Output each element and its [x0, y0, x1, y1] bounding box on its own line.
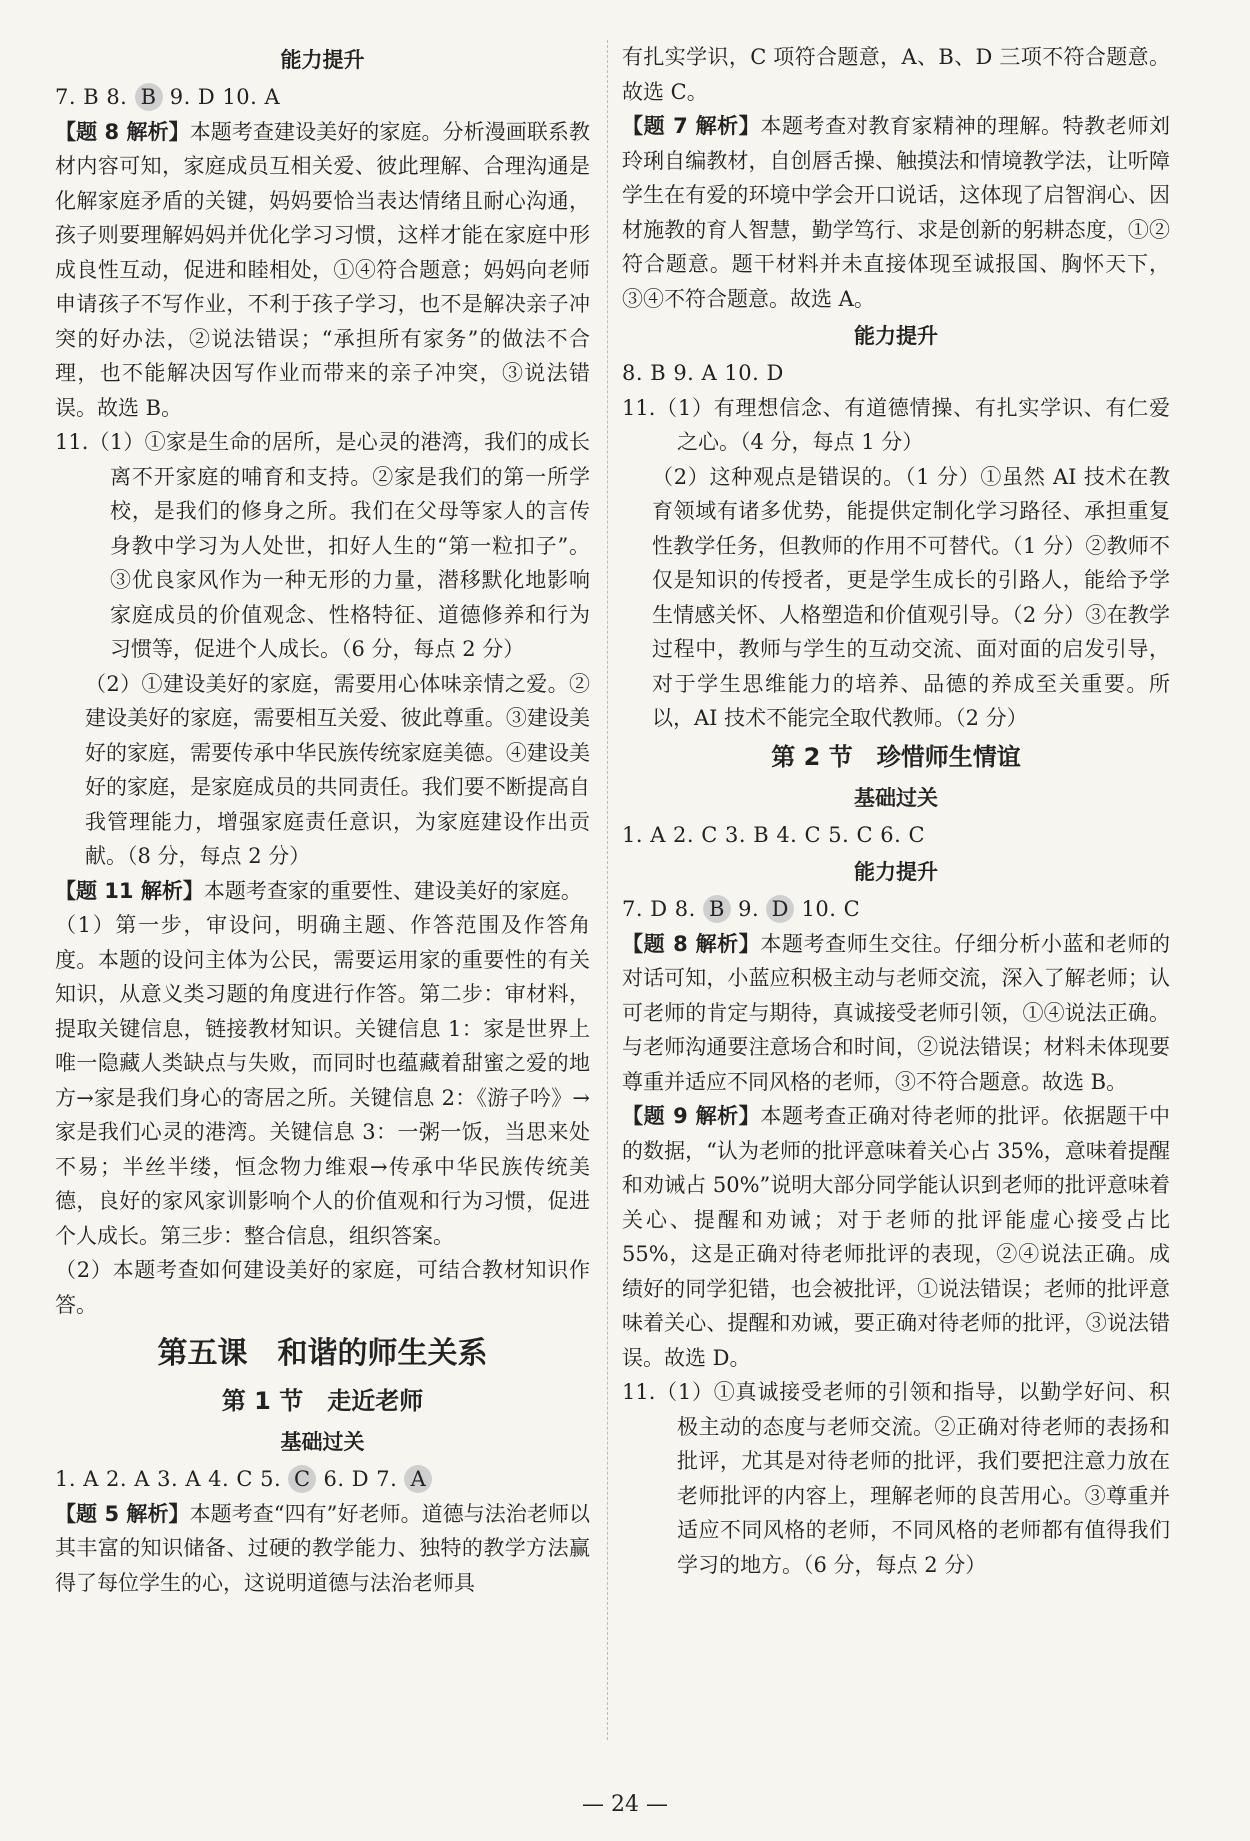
- answer-text: 10. C: [794, 897, 861, 921]
- answer-text: 1. A 2. A 3. A 4. C 5.: [55, 1467, 289, 1491]
- analysis-q7: [622, 109, 1170, 316]
- analysis-tag: 【题 9 解析】: [622, 1104, 761, 1128]
- analysis-tag: 【题 8 解析】: [55, 119, 190, 144]
- answer-line: [55, 80, 590, 115]
- analysis-q11-part2: （2）本题考查如何建设美好的家庭，可结合教材知识作答。: [55, 1258, 590, 1317]
- answer-q11-part2: （2）这种观点是错误的。（1 分）①虽然 AI 技术在教育领域有诸多优势，能提供定制化学习路径、承担重复性教学任务，但教师的作用不可替代。（1 分）②教师不仅是知识的传授者，更是学生成长的引路人，能给予学生情感关怀、人格塑造和价值观引导。（2 分）③在教学过程中，教师与学生的互动交流、面对面的启发引导，对于学生思维能力的培养、品德的养成至关重要。所以，AI 技术不能完全取代教师。（2 分）: [652, 464, 1170, 730]
- heading-ability: 能力提升: [854, 860, 938, 884]
- heading-ability: 能力提升: [280, 48, 365, 72]
- circled-answer: B: [703, 895, 731, 923]
- analysis-tag: 【题 8 解析】: [622, 931, 761, 956]
- circled-answer: A: [404, 1465, 432, 1493]
- answer-q11b: 11.（1）①真诚接受老师的引领和指导，以勤学好问、积极主动的态度与老师交流。②正确对待老师的表扬和批评，尤其是对待老师的批评，我们要把注意力放在老师批评的内容上，理解老师的良苦用心。③尊重并适应不同风格的老师，不同风格的老师都有值得我们学习的地方。（6 分，每点 2 分）: [622, 1380, 1170, 1577]
- answer-text: 9. D 10. A: [162, 85, 281, 109]
- analysis-text: 本题考查建设美好的家庭。分析漫画联系教材内容可知，家庭成员互相关爱、彼此理解、合理沟通是化解家庭矛盾的关键，妈妈要恰当表达情绪且耐心沟通，孩子则要理解妈妈并优化学习习惯，这样才能在家庭中形成良性互动，促进和睦相处，①④符合题意；妈妈向老师申请孩子不写作业，不利于孩子学习，也不是解决亲子冲突的好办法，②说法错误；“承担所有家务”的做法不合理，也不能解决因写作业而带来的亲子冲突，③说法错误。故选 B。: [55, 119, 591, 420]
- heading-ability: 能力提升: [854, 324, 938, 348]
- lesson-title: 第五课 和谐的师生关系: [157, 1336, 488, 1371]
- answer-text: 6. D 7.: [316, 1467, 405, 1491]
- answer-q11-part1: 11.（1）①家是生命的居所，是心灵的港湾，我们的成长离不开家庭的哺育和支持。②家是我们的第一所学校，是我们的修身之所。我们在父母等家人的言传身教中学习为人处世，扣好人生的“第一粒扣子”。③优良家风作为一种无形的力量，潜移默化地影响家庭成员的价值观念、性格特征、道德修养和行为习惯等，促进个人成长。（6 分，每点 2 分）: [55, 430, 590, 661]
- answer-text: 7. D 8.: [622, 897, 703, 921]
- analysis-tag: 【题 7 解析】: [622, 114, 761, 138]
- analysis-text: 本题考查对教育家精神的理解。特教老师刘玲琍自编教材，自创唇舌操、触摸法和情境教学法，让听障学生在有爱的环境中学会开口说话，这体现了启智润心、因材施教的育人智慧，勤学笃行、求是创新的躬耕态度，①②符合题意。题干材料并未直接体现至诚报国、胸怀天下，③④不符合题意。故选 A。: [622, 114, 1171, 311]
- heading-basic: 基础过关: [854, 785, 938, 810]
- analysis-q8: [622, 927, 1170, 1100]
- analysis-tag: 【题 5 解析】: [55, 1501, 190, 1526]
- left-column: [55, 40, 590, 1600]
- analysis-q5: [55, 1497, 590, 1601]
- circled-answer: B: [135, 83, 163, 111]
- analysis-q11-part1: （1）第一步，审设问，明确主题、作答范围及作答角度。本题的设问主体为公民，需要运用家的重要性的有关知识，从意义类习题的角度进行作答。第二步：审材料，提取关键信息，链接教材知识。关键信息 1：家是世界上唯一隐藏人类缺点与失败，而同时也蕴藏着甜蜜之爱的地方→家是我们身心的寄居之所。关键信息 2：《游子吟》→家是我们心灵的港湾。关键信息 3：一粥一饭，当思来处不易；半丝半缕，恒念物力维艰→传承中华民族传统美德，良好的家风家训影响个人的价值观和行为习惯，促进个人成长。第三步：整合信息，组织答案。: [55, 913, 590, 1248]
- analysis-q9: [622, 1099, 1170, 1375]
- answer-line: 1. A 2. C 3. B 4. C 5. C 6. C: [622, 822, 926, 847]
- analysis-text: 本题考查“四有”好老师。道德与法治老师以其丰富的知识储备、过硬的教学能力、独特的教学方法赢得了每位学生的心，这说明道德与法治老师具: [55, 1501, 591, 1595]
- analysis-text: 本题考查师生交往。仔细分析小蓝和老师的对话可知，小蓝应积极主动与老师交流，深入了解老师；认可老师的肯定与期待，真诚接受老师引领，①④说法正确。与老师沟通要注意场合和时间，②说法错误；材料未体现要尊重并适应不同风格的老师，③不符合题意。故选 B。: [622, 931, 1171, 1094]
- continued-text: 有扎实学识，C 项符合题意，A、B、D 三项不符合题意。故选 C。: [622, 45, 1170, 104]
- answer-q11-part1: 11.（1）有理想信念、有道德情操、有扎实学识、有仁爱之心。（4 分，每点 1 分）: [622, 395, 1170, 454]
- circled-answer: C: [288, 1465, 316, 1493]
- analysis-q11: [55, 874, 590, 909]
- analysis-tag: 【题 11 解析】: [55, 878, 204, 903]
- right-column: [622, 40, 1170, 1582]
- column-divider: [607, 40, 609, 1740]
- analysis-q8: [55, 115, 590, 426]
- section-title: 第 2 节 珍惜师生情谊: [771, 742, 1021, 771]
- answer-line: 8. B 9. A 10. D: [622, 361, 784, 385]
- answer-text: 7. B 8.: [55, 85, 135, 109]
- analysis-text: 本题考查正确对待老师的批评。依据题干中的数据，“认为老师的批评意味着关心占 35%，意味着提醒和劝诫占 50%”说明大部分同学能认识到老师的批评意味着关心、提醒和劝诫；对于老师的批评能虚心接受占比 55%，这是正确对待老师批评的表现，②④说法正确。成绩好的同学犯错，也会被批评，①说法错误；老师的批评意味着关心、提醒和劝诫，要正确对待老师的批评，③说法错误。故选 D。: [622, 1104, 1171, 1370]
- answer-text: 9.: [730, 897, 767, 921]
- circled-answer: D: [766, 895, 794, 923]
- heading-basic: 基础过关: [280, 1430, 365, 1454]
- section-title: 第 1 节 走近老师: [221, 1387, 424, 1415]
- answer-line: [55, 1462, 590, 1497]
- answer-line: [622, 892, 1170, 927]
- page-number: — 24 —: [582, 1792, 668, 1817]
- answer-q11-part2: （2）①建设美好的家庭，需要用心体味亲情之爱。②建设美好的家庭，需要相互关爱、彼此尊重。③建设美好的家庭，需要传承中华民族传统家庭美德。④建设美好的家庭，是家庭成员的共同责任。我们要不断提高自我管理能力，增强家庭责任意识，为家庭建设作出贡献。（8 分，每点 2 分）: [85, 671, 590, 868]
- analysis-text: 本题考查家的重要性、建设美好的家庭。: [203, 878, 582, 903]
